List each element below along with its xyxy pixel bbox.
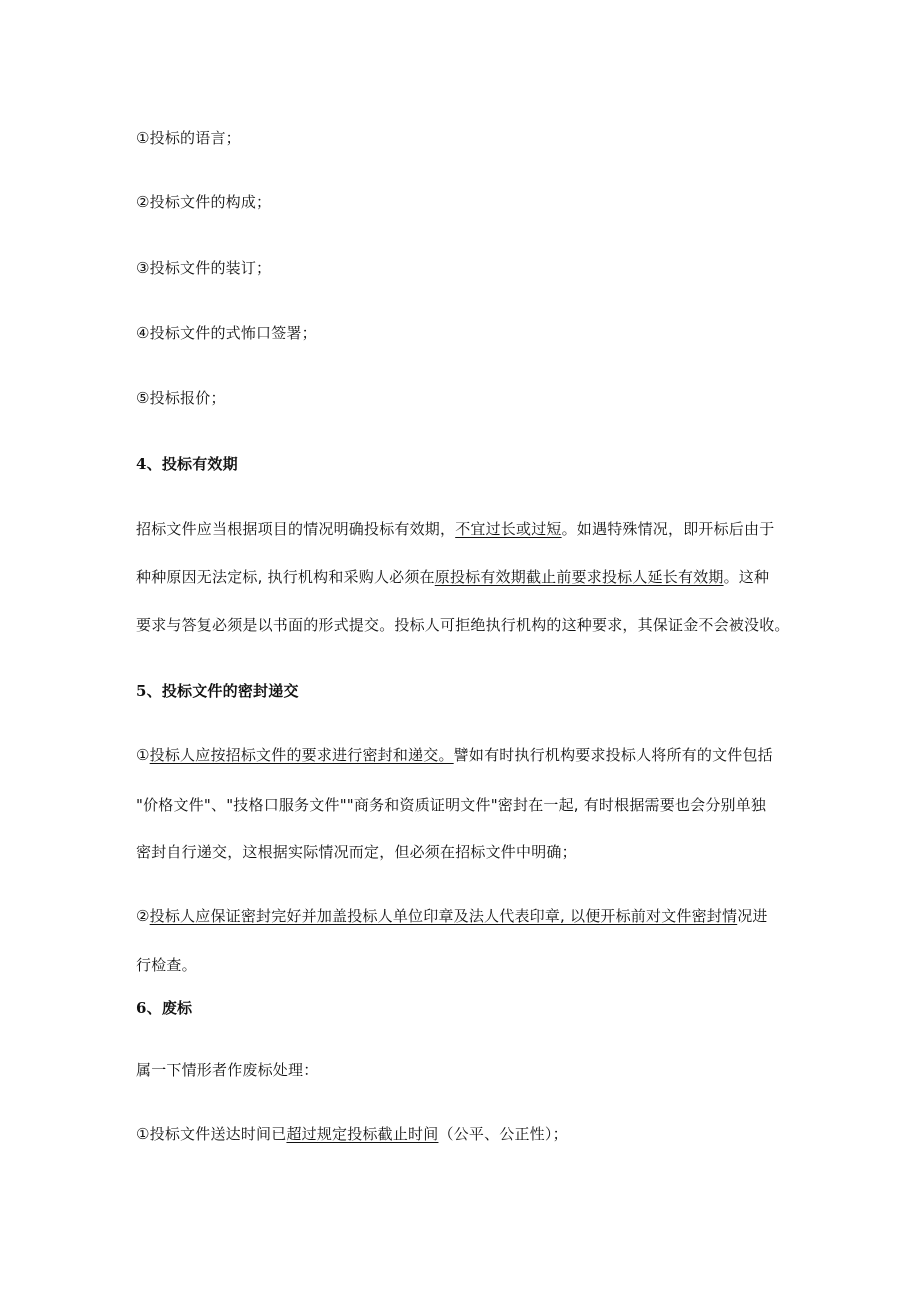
underlined-text: 超过规定投标截止时间: [286, 1125, 439, 1143]
paragraph-line: [136, 745, 773, 765]
paragraph-line: "价格文件"、"技格口服务文件""商务和资质证明文件"密封在一起, 有时根据需要也会分别单独: [136, 796, 767, 814]
list-item: ⑤投标报价；: [136, 389, 226, 407]
text-run: （公平、公正性）；: [438, 1125, 568, 1143]
section-heading-invalid-bid: 6、废标: [136, 999, 193, 1017]
text-run: 。这种: [723, 568, 770, 586]
list-item: ②投标文件的构成；: [136, 193, 272, 211]
underlined-text: 投标人应按招标文件的要求进行密封和递交。: [149, 746, 454, 764]
underlined-text: 投标人应保证密封完好并加盖投标人单位印章及法人代表印章, 以便开标前对文件密封情: [149, 907, 738, 925]
paragraph-line: 密封自行递交，这根据实际情况而定，但必须在招标文件中明确；: [136, 843, 577, 861]
paragraph-line: [136, 906, 768, 926]
text-run: ①: [136, 746, 150, 764]
text-run: 。如遇特殊情况，即开标后由于: [561, 520, 775, 538]
list-item: ①投标的语言；: [136, 129, 241, 147]
paragraph-line: 行检查。: [136, 956, 197, 974]
list-item: ④投标文件的式怖口签署；: [136, 324, 317, 342]
text-run: 譬如有时执行机构要求投标人将所有的文件包括: [453, 746, 773, 764]
section-heading-validity: 4、投标有效期: [136, 455, 238, 473]
text-run: ②: [136, 907, 150, 925]
text-run: 况进: [737, 907, 768, 925]
text-run: 种种原因无法定标, 执行机构和采购人必须在: [136, 568, 435, 586]
underlined-text: 不宜过长或过短: [455, 520, 562, 538]
text-run: ①投标文件送达时间已: [136, 1125, 287, 1143]
paragraph-line: [136, 1124, 568, 1144]
paragraph-line: [136, 567, 769, 587]
paragraph-line: 属一下情形者作废标处理：: [136, 1061, 319, 1079]
underlined-text: 原投标有效期截止前要求投标人延长有效期: [434, 568, 724, 586]
text-run: 招标文件应当根据项目的情况明确投标有效期，: [136, 520, 456, 538]
list-item: ③投标文件的装订；: [136, 259, 272, 277]
paragraph-line: 要求与答复必须是以书面的形式提交。投标人可拒绝执行机构的这种要求，其保证金不会被没收。: [136, 616, 790, 634]
section-heading-sealing: 5、投标文件的密封递交: [136, 682, 299, 700]
paragraph-line: [136, 519, 774, 539]
